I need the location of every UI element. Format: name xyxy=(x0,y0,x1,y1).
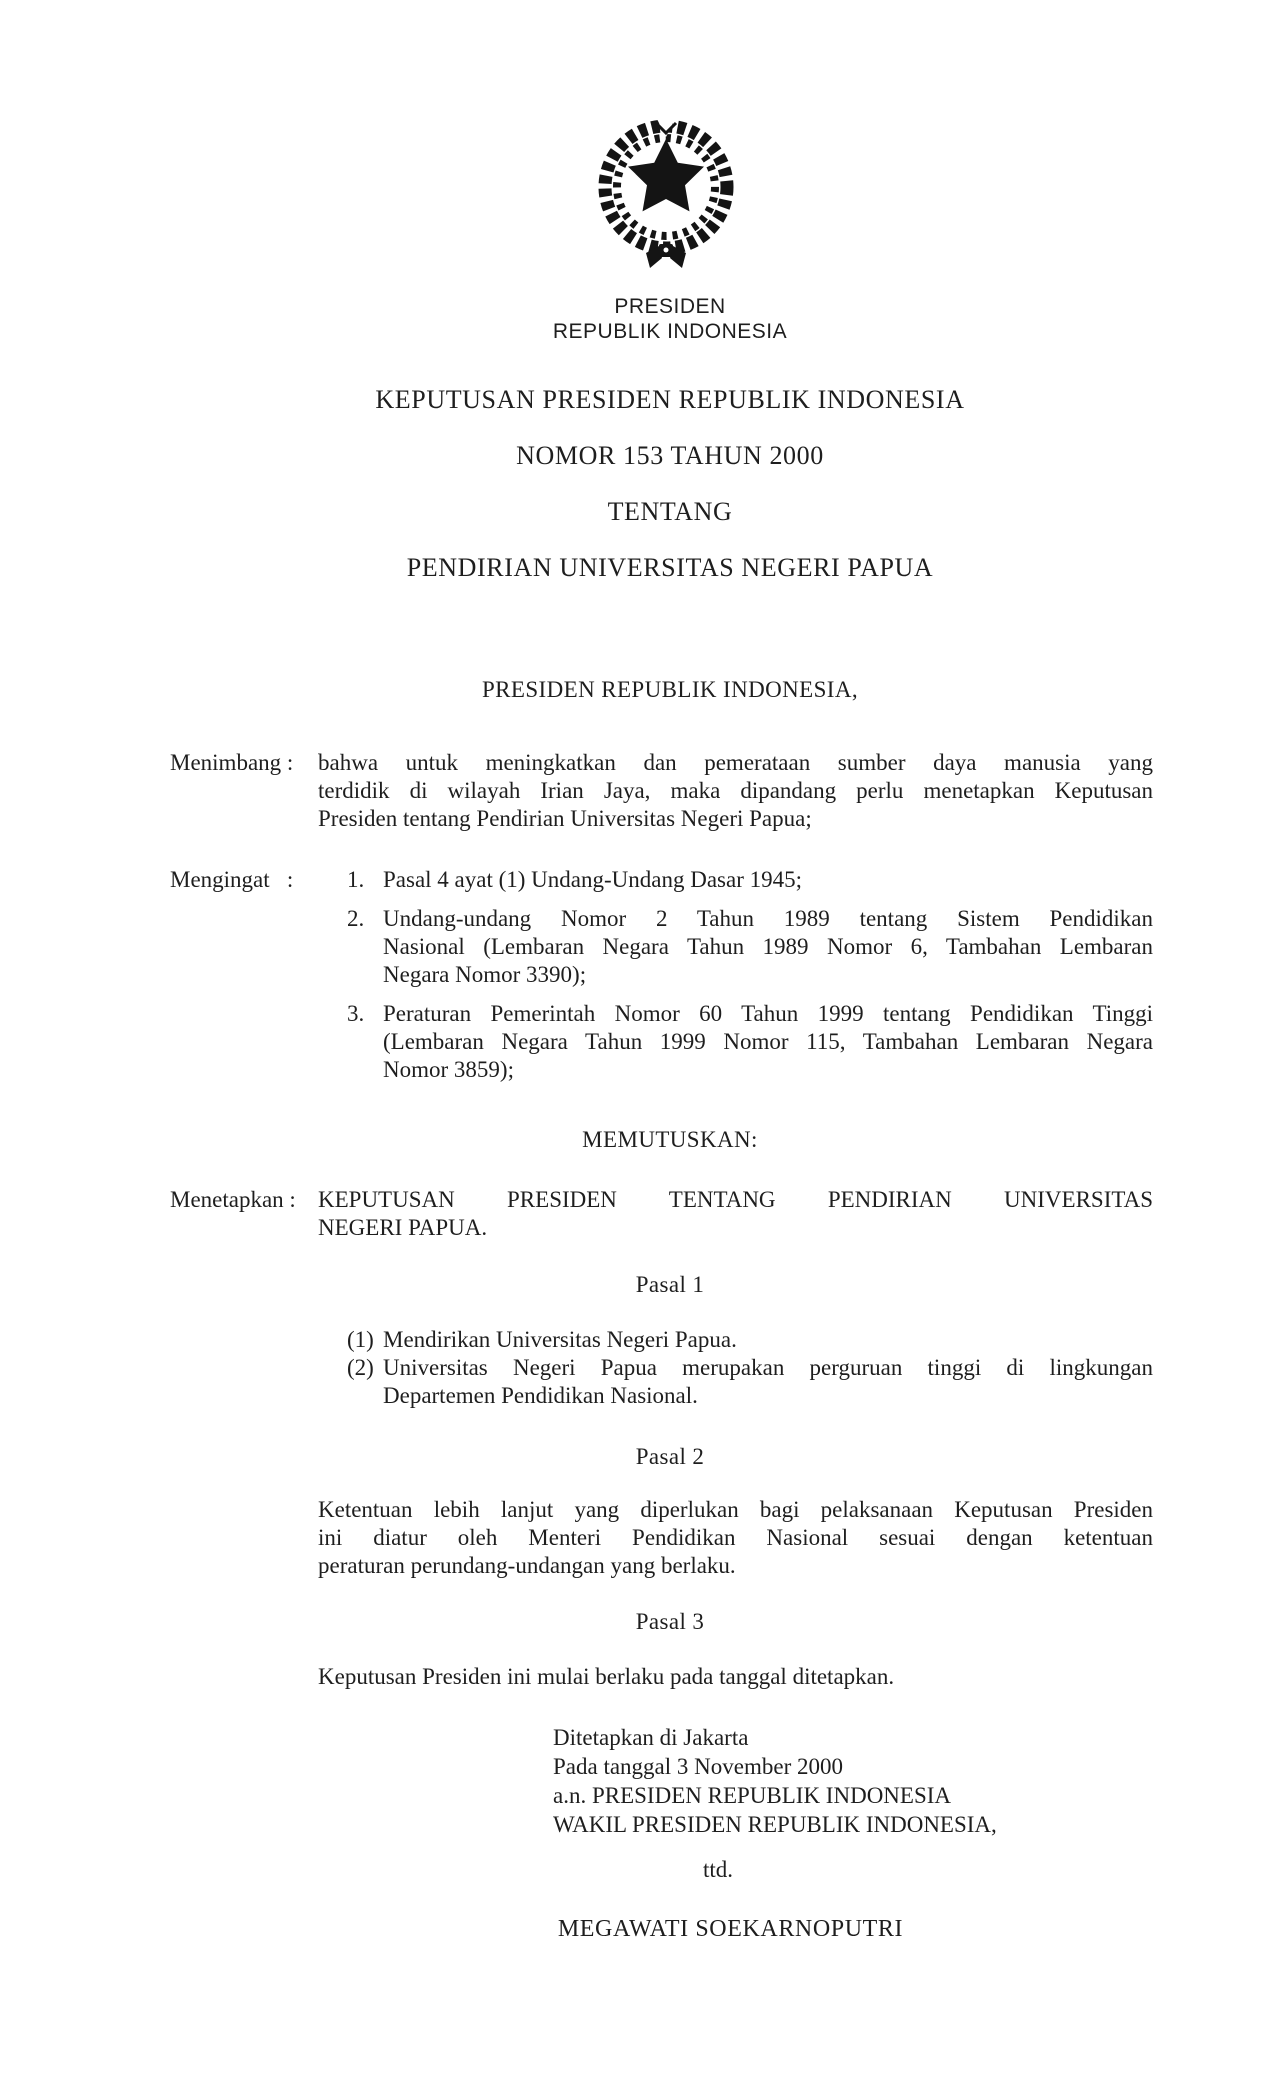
signed-abbreviation: ttd. xyxy=(702,1857,734,1882)
pasal-1-item-1 xyxy=(318,1326,1153,1354)
memutuskan-heading: MEMUTUSKAN: xyxy=(582,1127,758,1152)
mengingat-list xyxy=(318,866,1153,1095)
mengingat-item-line: Negara Nomor 3390); xyxy=(383,962,587,987)
mengingat-item-line: Nomor 3859); xyxy=(383,1057,514,1082)
mengingat-label: Mengingat : xyxy=(170,867,294,892)
decree-number: NOMOR 153 TAHUN 2000 xyxy=(516,441,824,470)
letterhead-republik-indonesia: REPUBLIK INDONESIA xyxy=(552,320,788,343)
pasal-1-heading: Pasal 1 xyxy=(635,1272,705,1297)
mengingat-item-line: Undang-undang Nomor 2 Tahun 1989 tentang Sistem Pendidikan xyxy=(383,906,1153,931)
pasal-3-line: Keputusan Presiden ini mulai berlaku pada tanggal ditetapkan. xyxy=(318,1664,895,1689)
mengingat-item-text xyxy=(383,905,1153,989)
pasal-1-item-text xyxy=(383,1354,1153,1410)
pasal-1-item-text xyxy=(383,1326,1153,1354)
opening-line: PRESIDEN REPUBLIK INDONESIA, xyxy=(481,677,858,702)
mengingat-item-text xyxy=(383,866,1153,894)
menetapkan-line: KEPUTUSAN PRESIDEN TENTANG PENDIRIAN UNIVERSITAS xyxy=(318,1187,1153,1212)
menimbang-line: bahwa untuk meningkatkan dan pemerataan sumber daya manusia yang xyxy=(318,750,1153,775)
pasal-1-item-line: Departemen Pendidikan Nasional. xyxy=(383,1383,698,1408)
signatory-name: MEGAWATI SOEKARNOPUTRI xyxy=(557,1916,904,1942)
letterhead xyxy=(65,294,1275,344)
closing-on-behalf: a.n. PRESIDEN REPUBLIK INDONESIA xyxy=(553,1783,952,1808)
pasal-1-item-number: (1) xyxy=(347,1327,374,1352)
pasal-1-item-2 xyxy=(318,1354,1153,1410)
pasal-3-paragraph xyxy=(318,1663,1153,1691)
mengingat-item-3 xyxy=(318,1000,1153,1084)
decree-title: KEPUTUSAN PRESIDEN REPUBLIK INDONESIA xyxy=(375,385,965,414)
menimbang-line: terdidik di wilayah Irian Jaya, maka dipandang perlu menetapkan Keputusan xyxy=(318,778,1153,803)
mengingat-item-2 xyxy=(318,905,1153,989)
menetapkan-label: Menetapkan : xyxy=(170,1187,296,1212)
closing-signatory-title: WAKIL PRESIDEN REPUBLIK INDONESIA, xyxy=(553,1812,997,1837)
mengingat-item-number: 3. xyxy=(347,1001,365,1026)
closing-place: Ditetapkan di Jakarta xyxy=(553,1725,749,1750)
menetapkan-line: NEGERI PAPUA. xyxy=(318,1215,488,1240)
mengingat-item-text xyxy=(383,1000,1153,1084)
pasal-1-list xyxy=(318,1326,1153,1410)
closing-block xyxy=(553,1723,997,1839)
presidential-star-wreath-emblem-icon xyxy=(580,117,752,275)
pasal-2-line: peraturan perundang-undangan yang berlaku. xyxy=(318,1553,736,1578)
pasal-1-item-line: Universitas Negeri Papua merupakan perguruan tinggi di lingkungan xyxy=(383,1355,1153,1380)
pasal-2-line: ini diatur oleh Menteri Pendidikan Nasional sesuai dengan ketentuan xyxy=(318,1525,1153,1550)
menetapkan-paragraph xyxy=(318,1186,1153,1242)
decree-subject: PENDIRIAN UNIVERSITAS NEGERI PAPUA xyxy=(406,553,934,582)
pasal-2-line: Ketentuan lebih lanjut yang diperlukan bagi pelaksanaan Keputusan Presiden xyxy=(318,1497,1153,1522)
mengingat-item-line: Nasional (Lembaran Negara Tahun 1989 Nomor 6, Tambahan Lembaran xyxy=(383,934,1153,959)
mengingat-item-line: Pasal 4 ayat (1) Undang-Undang Dasar 1945; xyxy=(383,867,802,892)
mengingat-item-1 xyxy=(318,866,1153,894)
mengingat-item-number: 1. xyxy=(347,867,365,892)
menimbang-paragraph xyxy=(318,749,1153,833)
decree-tentang: TENTANG xyxy=(607,497,733,526)
mengingat-item-line: (Lembaran Negara Tahun 1999 Nomor 115, Tambahan Lembaran Negara xyxy=(383,1029,1153,1054)
pasal-2-paragraph xyxy=(318,1496,1153,1580)
letterhead-presiden: PRESIDEN xyxy=(614,295,726,318)
pasal-2-heading: Pasal 2 xyxy=(635,1444,705,1469)
closing-date: Pada tanggal 3 November 2000 xyxy=(553,1754,843,1779)
mengingat-item-number: 2. xyxy=(347,906,365,931)
menimbang-line: Presiden tentang Pendirian Universitas Negeri Papua; xyxy=(318,806,812,831)
pasal-3-heading: Pasal 3 xyxy=(635,1609,705,1634)
mengingat-item-line: Peraturan Pemerintah Nomor 60 Tahun 1999 tentang Pendidikan Tinggi xyxy=(383,1001,1153,1026)
pasal-1-item-line: Mendirikan Universitas Negeri Papua. xyxy=(383,1327,737,1352)
pasal-1-item-number: (2) xyxy=(347,1355,374,1380)
menimbang-label: Menimbang : xyxy=(170,750,294,775)
